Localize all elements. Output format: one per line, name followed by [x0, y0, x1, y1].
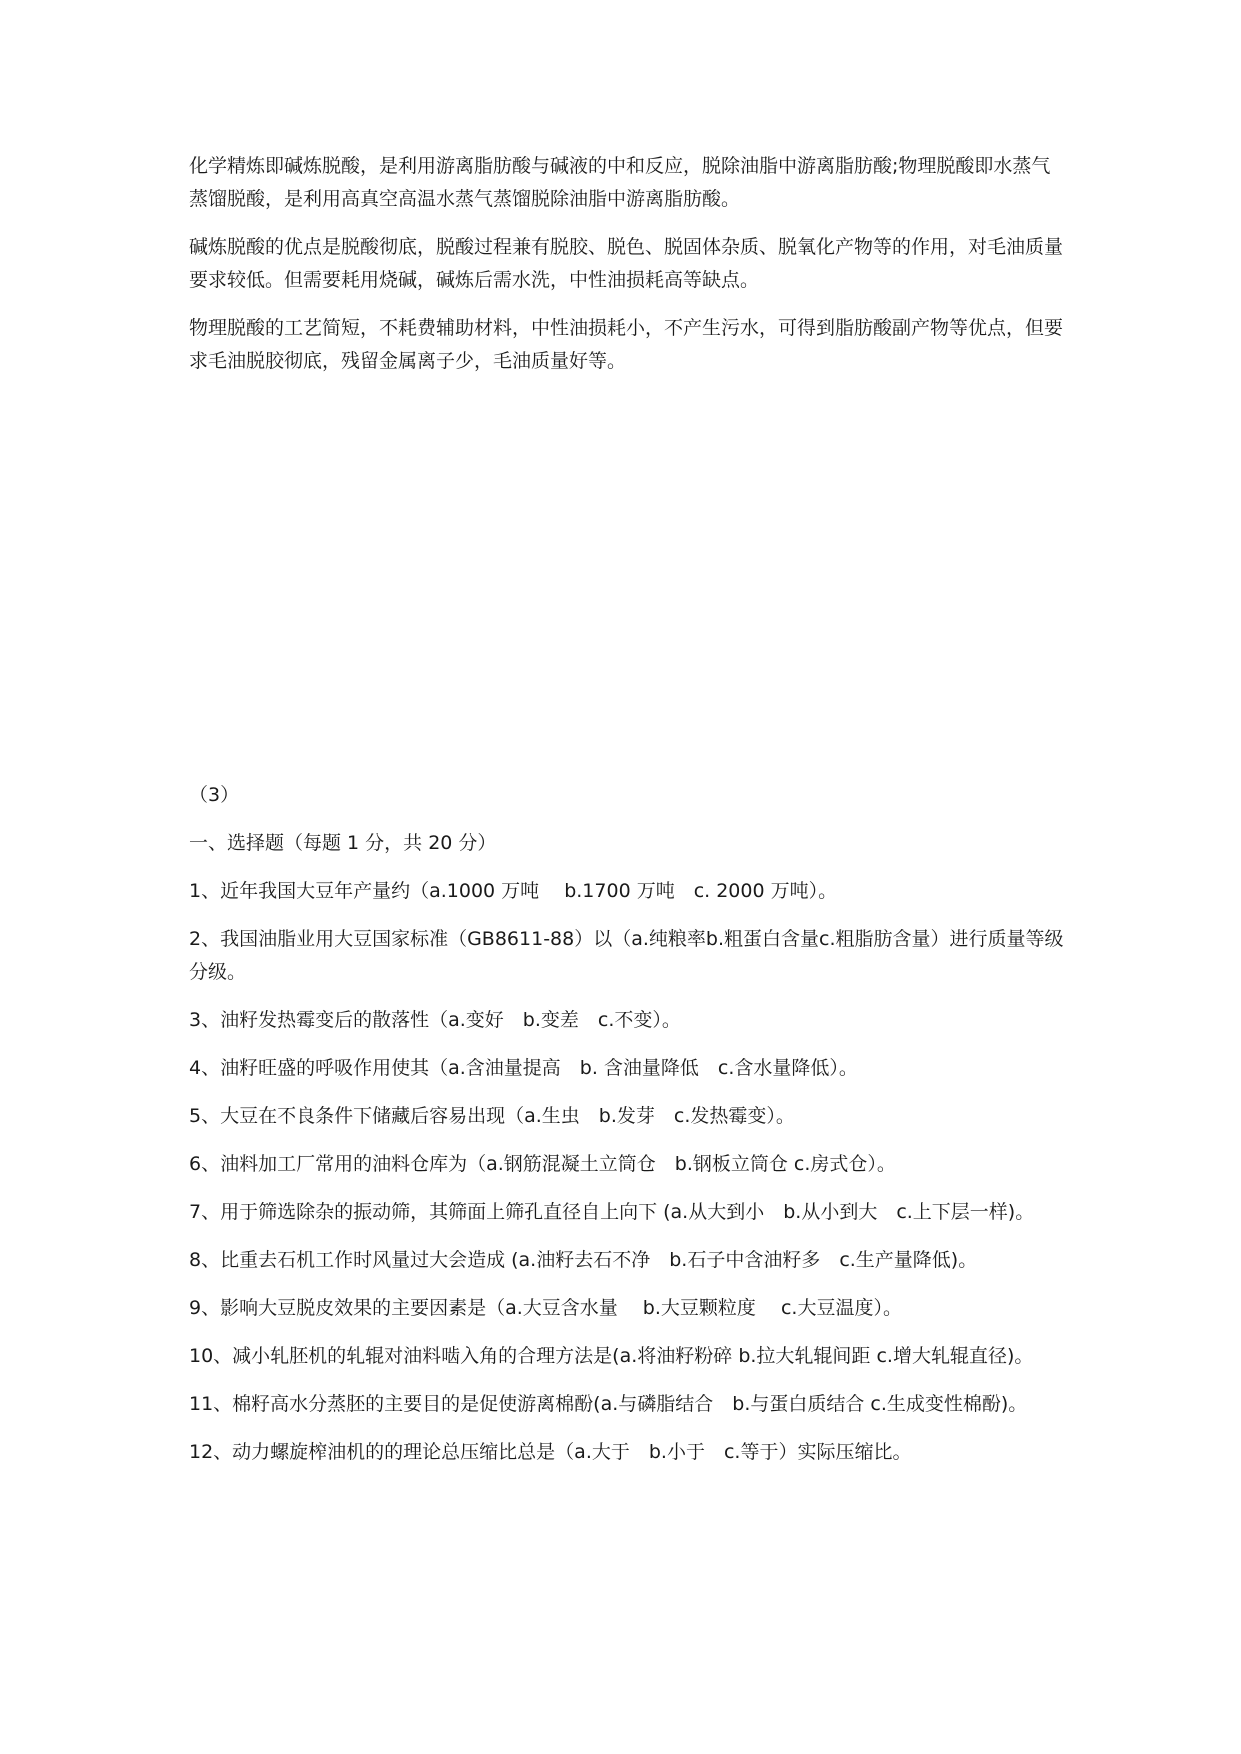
exam-section	[189, 779, 1069, 1484]
question-item: 6、油料加工厂常用的油料仓库为（a.钢筋混凝土立筒仓 b.钢板立筒仓 c.房式仓）。	[189, 1153, 896, 1175]
paragraph-refining-definition: 化学精炼即碱炼脱酸，是利用游离脂肪酸与碱液的中和反应，脱除油脂中游离脂肪酸;物理脱酸即水蒸气蒸馏脱酸，是利用高真空高温水蒸气蒸馏脱除油脂中游离脂肪酸。	[189, 155, 1051, 210]
question-item: 10、减小轧胚机的轧辊对油料啮入角的合理方法是(a.将油籽粉碎 b.拉大轧辊间距 c.增大轧辊直径)。	[189, 1345, 1034, 1367]
part-marker: （3）	[189, 784, 240, 806]
question-item: 8、比重去石机工作时风量过大会造成 (a.油籽去石不净 b.石子中含油籽多 c.生产量降低)。	[189, 1249, 978, 1271]
section-title: 一、选择题（每题 1 分，共 20 分）	[189, 832, 497, 854]
question-item: 7、用于筛选除杂的振动筛，其筛面上筛孔直径自上向下 (a.从大到小 b.从小到大 c.上下层一样)。	[189, 1201, 1035, 1223]
question-item: 2、我国油脂业用大豆国家标准（GB8611-88）以（a.纯粮率b.粗蛋白含量c.粗脂肪含量）进行质量等级分级。	[189, 928, 1064, 983]
question-item: 9、影响大豆脱皮效果的主要因素是（a.大豆含水量 b.大豆颗粒度 c.大豆温度）。	[189, 1297, 902, 1319]
question-item: 5、大豆在不良条件下储藏后容易出现（a.生虫 b.发芽 c.发热霉变）。	[189, 1105, 795, 1127]
question-item: 4、油籽旺盛的呼吸作用使其（a.含油量提高 b. 含油量降低 c.含水量降低）。	[189, 1057, 858, 1079]
document-page	[189, 0, 1069, 1754]
question-item: 12、动力螺旋榨油机的的理论总压缩比总是（a.大于 b.小于 c.等于）实际压缩比。	[189, 1441, 912, 1463]
paragraph-alkali-refining: 碱炼脱酸的优点是脱酸彻底，脱酸过程兼有脱胶、脱色、脱固体杂质、脱氧化产物等的作用，对毛油质量要求较低。但需要耗用烧碱，碱炼后需水洗，中性油损耗高等缺点。	[189, 236, 1064, 291]
question-item: 11、棉籽高水分蒸胚的主要目的是促使游离棉酚(a.与磷脂结合 b.与蛋白质结合 c.生成变性棉酚)。	[189, 1393, 1028, 1415]
paragraph-physical-refining: 物理脱酸的工艺简短，不耗费辅助材料，中性油损耗小，不产生污水，可得到脂肪酸副产物等优点，但要求毛油脱胶彻底，残留金属离子少，毛油质量好等。	[189, 317, 1064, 372]
intro-section	[189, 150, 1069, 393]
question-item: 1、近年我国大豆年产量约（a.1000 万吨 b.1700 万吨 c. 2000 万吨）。	[189, 880, 838, 902]
question-item: 3、油籽发热霉变后的散落性（a.变好 b.变差 c.不变）。	[189, 1009, 681, 1031]
